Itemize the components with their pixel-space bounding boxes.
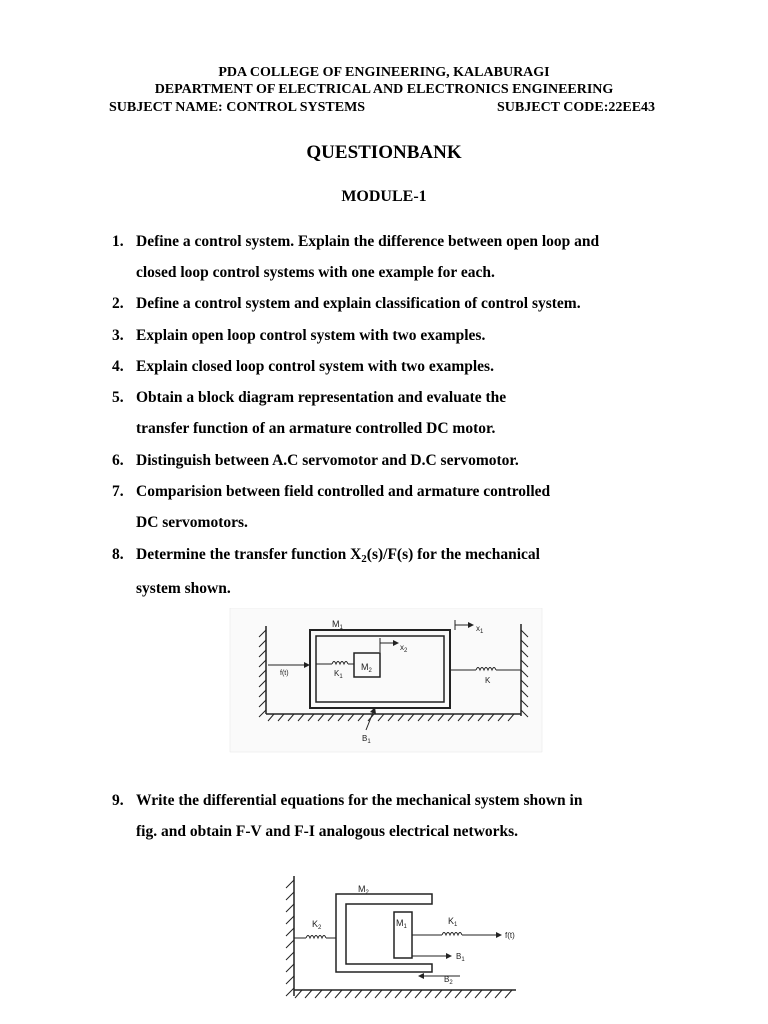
subject-name: SUBJECT NAME: CONTROL SYSTEMS	[109, 100, 366, 115]
question-text-line: Distinguish between A.C servomotor and D.C servomotor.	[136, 452, 519, 469]
question-number: 5.	[112, 389, 124, 406]
left-wall-hatch	[286, 880, 294, 996]
page-title: QUESTIONBANK	[306, 142, 462, 163]
floor-hatch	[295, 990, 512, 998]
mechanical-system-figure-2	[276, 868, 538, 1006]
b2-arrow-head-icon	[418, 973, 424, 979]
question-text-line: system shown.	[136, 580, 231, 597]
subscript: 2	[361, 553, 367, 565]
module-heading: MODULE-1	[341, 188, 427, 205]
question-number: 6.	[112, 452, 124, 469]
label-k1: $K_1$	[448, 916, 458, 928]
b1-arrow-head-icon	[446, 953, 452, 959]
question-number: 3.	[112, 327, 124, 344]
label-ft: f(t)	[505, 931, 515, 940]
question-number: 7.	[112, 483, 124, 500]
question-text-part: (s)/F(s) for the mechanical	[366, 546, 540, 563]
question-number: 8.	[112, 546, 124, 563]
label-k1: $K_1$	[334, 669, 343, 680]
label-x2: $x_2$	[400, 643, 408, 654]
question-number: 1.	[112, 233, 124, 250]
label-b1: $B_1$	[456, 952, 465, 963]
subject-code: SUBJECT CODE:22EE43	[497, 100, 656, 115]
label-m2: $M_2$	[361, 662, 372, 674]
question-text-line: DC servomotors.	[136, 514, 248, 531]
label-m1: $M_1$	[396, 918, 407, 930]
label-m2: $M_2$	[358, 884, 369, 896]
mechanical-system-figure-1	[228, 608, 544, 754]
question-text-line: Explain closed loop control system with two examples.	[136, 358, 494, 375]
label-k2: $K_2$	[312, 919, 322, 931]
label-ft: f(t)	[280, 670, 289, 677]
college-name: PDA COLLEGE OF ENGINEERING, KALABURAGI	[218, 65, 550, 80]
question-number: 9.	[112, 792, 124, 809]
question-text-line	[136, 546, 540, 568]
spring-k2-icon	[306, 936, 326, 939]
spring-k1-icon	[442, 933, 462, 936]
question-number: 2.	[112, 295, 124, 312]
department-name: DEPARTMENT OF ELECTRICAL AND ELECTRONICS ENGINEERING	[154, 82, 614, 97]
label-m1: $M_1$	[332, 619, 343, 631]
force-arrow-head-icon	[496, 932, 502, 938]
label-b2: $B_2$	[444, 975, 453, 986]
question-text-part: Determine the transfer function X	[136, 546, 362, 563]
label-x1: $x_1$	[476, 624, 484, 635]
question-text-line: Comparision between field controlled and armature controlled	[136, 483, 551, 500]
label-b1: $B_1$	[362, 734, 371, 745]
question-text-line: Write the differential equations for the mechanical system shown in	[136, 792, 583, 809]
label-k: K	[485, 676, 491, 685]
question-text-line: Define a control system. Explain the difference between open loop and	[136, 233, 600, 250]
question-text-line: closed loop control systems with one example for each.	[136, 264, 495, 281]
question-text-line: transfer function of an armature controlled DC motor.	[136, 420, 496, 437]
question-text-line: fig. and obtain F-V and F-I analogous electrical networks.	[136, 823, 519, 840]
question-number: 4.	[112, 358, 124, 375]
question-text-line: Define a control system and explain classification of control system.	[136, 295, 581, 312]
question-text-line: Explain open loop control system with two examples.	[136, 327, 486, 344]
mass-m2	[336, 894, 432, 972]
question-text-line: Obtain a block diagram representation and evaluate the	[136, 389, 507, 406]
